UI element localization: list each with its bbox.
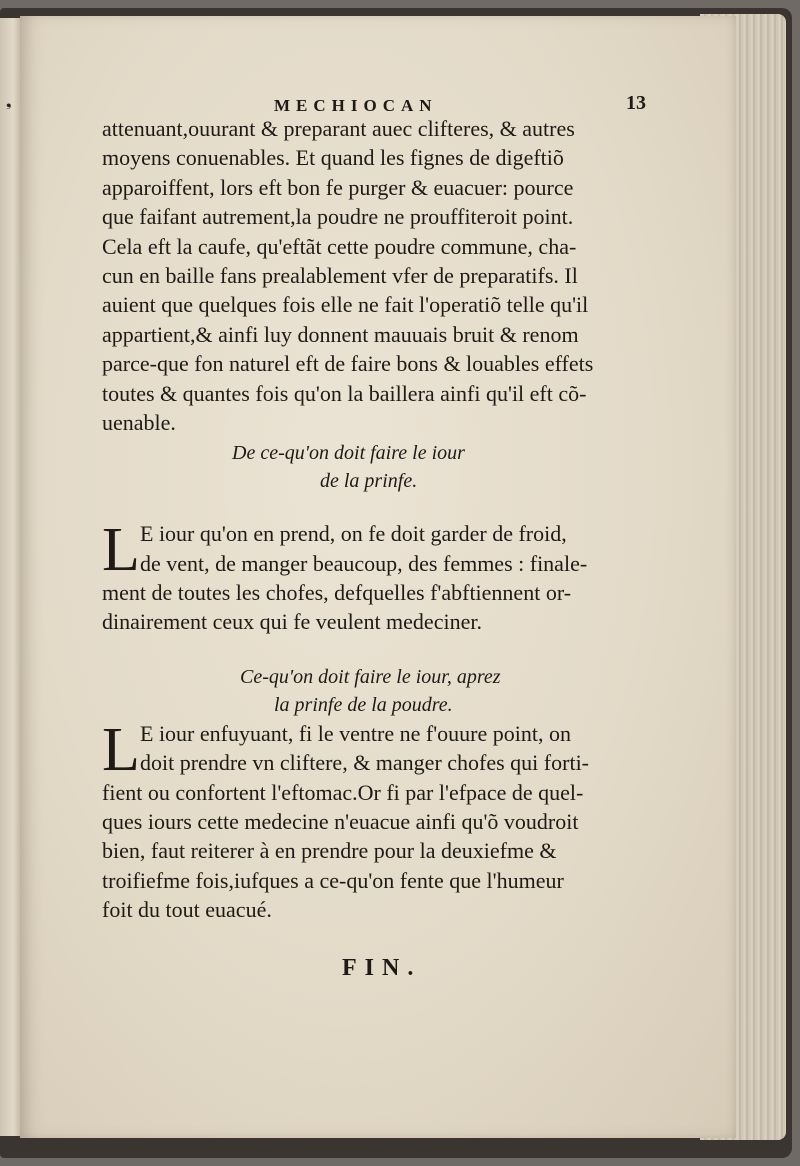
text-line: dinairement ceux qui fe veulent medeciner. [102, 609, 482, 635]
text-line: moyens conuenables. Et quand les fignes de digeftiõ [102, 145, 564, 171]
page-text [102, 74, 702, 982]
text-line: cun en baille fans prealablement vfer de preparatifs. Il [102, 262, 578, 288]
text-line: auient que quelques fois elle ne fait l'operatiõ telle qu'il [102, 292, 589, 318]
heading-line: de la prinfe. [320, 470, 418, 493]
heading-line: la prinfe de la poudre. [274, 693, 453, 716]
text-line: parce-que fon naturel eft de faire bons & louables effets [102, 351, 594, 377]
text-line: foit du tout euacué. [102, 897, 272, 923]
drop-cap: L [102, 715, 140, 784]
heading-line: De ce-qu'on doit faire le iour [232, 442, 465, 465]
page-number: 13 [626, 92, 646, 114]
text-line: ques iours cette medecine n'euacue ainfi qu'õ voudroit [102, 809, 579, 835]
text-line: doit prendre vn cliftere, & manger chofes qui forti- [140, 750, 590, 776]
left-page-edge [0, 18, 22, 1136]
book-page [6, 16, 736, 1138]
text-line: uenable. [102, 409, 176, 435]
heading-line: Ce-qu'on doit faire le iour, aprez [240, 665, 501, 688]
paragraph-2 [102, 516, 702, 637]
text-line: E iour enfuyuant, fi le ventre ne f'ouure point, on [140, 720, 571, 746]
section-heading-1 [102, 439, 702, 495]
paragraph-1 [102, 114, 702, 437]
drop-cap: L [102, 516, 140, 585]
text-line: apparoiffent, lors eft bon fe purger & euacuer: pource [102, 174, 574, 200]
running-head: MECHIOCAN [274, 96, 438, 115]
text-line: appartient,& ainfi luy donnent mauuais bruit & renom [102, 321, 579, 347]
text-line: fient ou confortent l'eftomac.Or fi par l'efpace de quel- [102, 779, 584, 805]
text-line: troifiefme fois,iufques a ce-qu'on fente que l'humeur [102, 867, 564, 893]
page-header [102, 74, 702, 114]
gutter-mark: ❟ [6, 95, 12, 110]
text-line: de vent, de manger beaucoup, des femmes : finale- [140, 550, 588, 576]
text-line: que faifant autrement,la poudre ne prouffiteroit point. [102, 204, 574, 230]
text-line: bien, faut reiterer à en prendre pour la deuxiefme & [102, 838, 557, 864]
text-line: Cela eft la caufe, qu'eftãt cette poudre commune, cha- [102, 233, 577, 259]
text-line: E iour qu'on en prend, on fe doit garder de froid, [140, 521, 567, 547]
text-line: ment de toutes les chofes, defquelles f'abftiennent or- [102, 580, 572, 606]
text-line: toutes & quantes fois qu'on la baillera ainfi qu'il eft cõ- [102, 380, 587, 406]
end-mark: FIN. [342, 954, 422, 981]
text-line: attenuant,ouurant & preparant auec clifteres, & autres [102, 116, 575, 141]
paragraph-3 [102, 715, 702, 925]
section-heading-2 [102, 663, 702, 719]
